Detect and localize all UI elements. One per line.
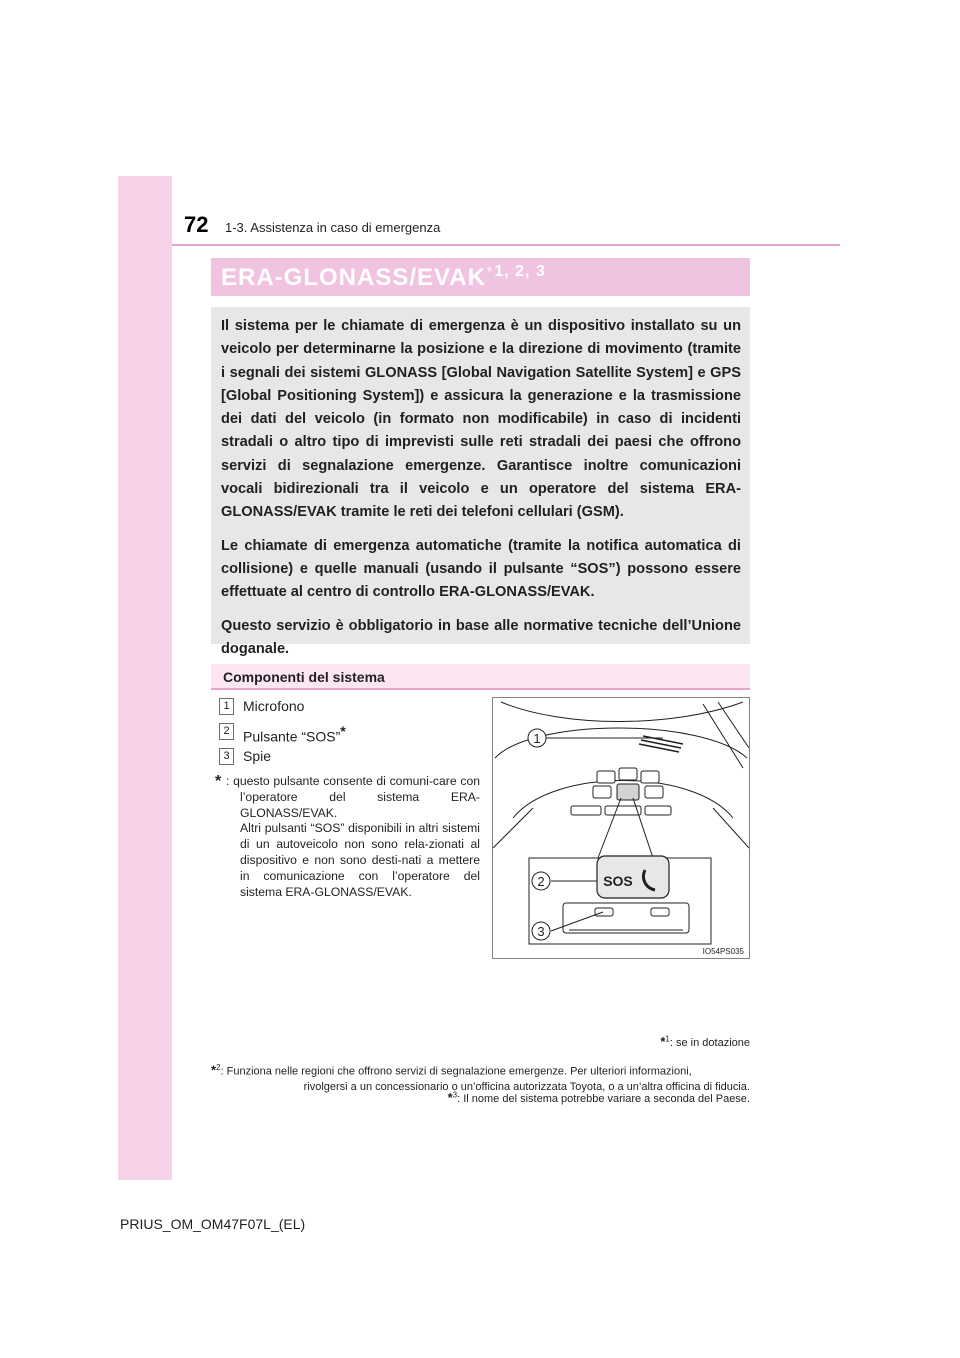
intro-paragraph: Le chiamate di emergenza automatiche (tramite la notifica automatica di collisione) e quelle manuali (usando il pulsante “SOS”) possono essere effettuate al centro di controllo ERA-GLONASS/EVAK. (221, 537, 741, 601)
title-star: * (486, 263, 494, 279)
components-heading: Componenti del sistema (223, 669, 385, 685)
item-star: * (340, 723, 346, 739)
intro-paragraph: Questo servizio è obbligatorio in base alle normative tecniche dell’Unione doganale. (221, 617, 741, 657)
title-superscript: 1, 2, 3 (494, 263, 546, 280)
footnote-line: : questo pulsante consente di comuni-care con l’operatore del sistema ERA-GLONASS/EVAK. (226, 774, 480, 820)
document-code: PRIUS_OM_OM47F07L_(EL) (120, 1216, 306, 1232)
item-label-text: Microfono (243, 698, 305, 714)
item-number: 3 (219, 748, 234, 765)
side-band (118, 176, 172, 1180)
sos-button-label: SOS (603, 873, 633, 889)
note-2-line: rivolgersi a un concessionario o un’officina autorizzata Toyota, o a un’altra officina di fiducia. (303, 1080, 750, 1093)
note-sup: 2 (216, 1063, 221, 1072)
note-star: * (660, 1034, 666, 1049)
item-label-text: Spie (243, 748, 272, 764)
note-text: : Funziona nelle regioni che offrono servizi di segnalazione emergenze. Per ulteriori informazioni, (220, 1065, 692, 1078)
item-number: 2 (219, 723, 234, 740)
overhead-console-illustration (493, 698, 749, 958)
section-title: 1-3. Assistenza in caso di emergenza (225, 220, 441, 235)
intro-box (211, 307, 750, 657)
note-star: * (211, 1062, 217, 1078)
note-2-line (211, 1060, 750, 1080)
figure-code: IO54PS035 (702, 947, 744, 956)
callout-3: 3 (537, 924, 545, 939)
note-sup: 1 (665, 1034, 670, 1044)
item-label (243, 698, 304, 714)
item-label (243, 723, 346, 745)
note-sup: 3 (452, 1090, 458, 1100)
note-text: : se in dotazione (669, 1037, 750, 1049)
sos-figure (492, 697, 750, 959)
title-bar (211, 258, 750, 296)
component-footnote (226, 774, 480, 900)
note-star: * (447, 1090, 453, 1105)
callout-1: 1 (533, 731, 541, 746)
footnote-star: * (215, 773, 222, 790)
item-label (243, 748, 271, 764)
item-number: 1 (219, 698, 234, 715)
callout-2: 2 (537, 874, 545, 889)
title-text: ERA-GLONASS/EVAK (221, 264, 486, 291)
page-title (221, 263, 546, 292)
intro-paragraph: Il sistema per le chiamate di emergenza è un dispositivo installato su un veicolo per determinarne la posizione e la direzione di movimento (tramite i segnali dei sistemi GLONASS [Global Navigation Satellite System] e GPS [Global Positioning System]) e assicura la generazione e la trasmissione dei dati del veicolo (in formato non modificabile) in caso di incidenti stradali o altro tipo di imprevisti sulle reti stradali dei paesi che offrono servizi di segnalazione emergenze. Garantisce inoltre comunicazioni vocali bidirezionali tra il veicolo e un operatore del sistema ERA-GLONASS/EVAK tramite le reti dei telefoni cellulari (GSM). (221, 318, 741, 521)
note-1 (660, 1034, 750, 1049)
components-heading-bar (211, 664, 750, 690)
header-rule (172, 244, 840, 246)
page-number: 72 (184, 212, 209, 237)
footnote-line: Altri pulsanti “SOS” disponibili in altri sistemi di un autoveicolo non sono rela-zionati al dispositivo e non sono desti-nati a mettere in comunicazione con l’operatore del sistema ERA-GLONASS/EVAK. (240, 821, 480, 899)
note-text: : Il nome del sistema potrebbe variare a seconda del Paese. (457, 1093, 750, 1105)
item-label-text: Pulsante “SOS” (243, 728, 341, 745)
note-3 (448, 1090, 750, 1105)
